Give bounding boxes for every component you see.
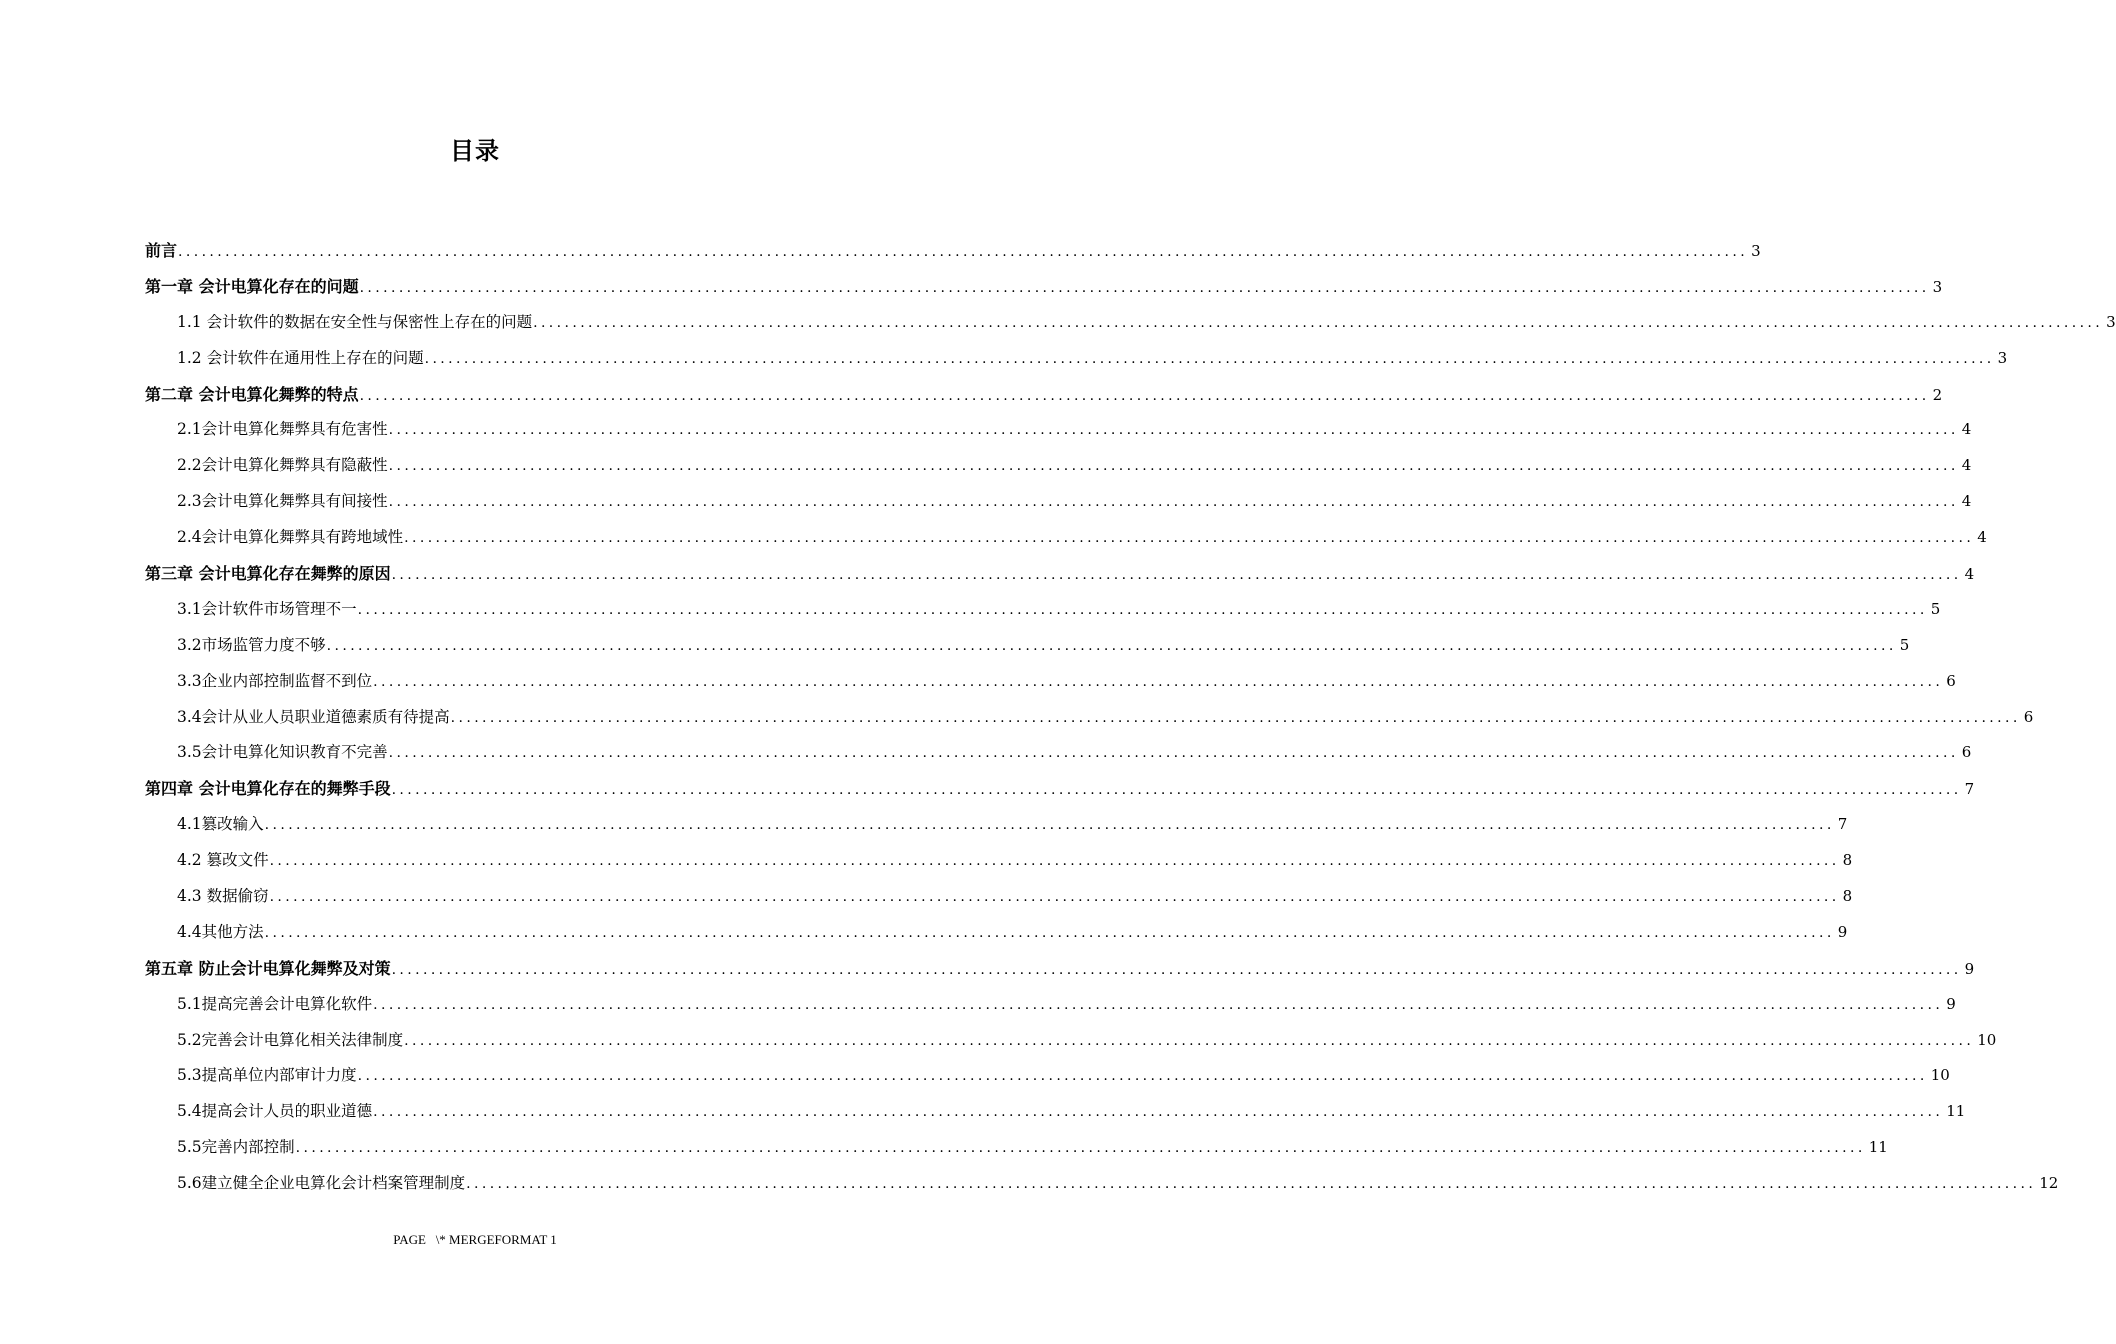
toc-section-entry[interactable]	[145, 700, 2034, 736]
toc-section-entry[interactable]	[145, 1130, 1888, 1166]
toc-dot-leader: ........................................................................................................................................................................................................	[404, 1032, 1975, 1049]
toc-page-number: 8	[1842, 851, 1853, 870]
toc-chapter-entry[interactable]	[145, 556, 1975, 592]
toc-page-number: 4	[1977, 528, 1987, 547]
toc-page-number: 4	[1961, 420, 1972, 439]
toc-section-entry[interactable]	[145, 987, 1956, 1023]
toc-section-entry[interactable]	[145, 484, 1972, 520]
page-title: 目录	[450, 137, 500, 165]
toc-entry-label: 1.1 会计软件的数据在安全性与保密性上存在的问题	[177, 312, 533, 331]
toc-page-number: 8	[1842, 887, 1853, 906]
toc-dot-leader: ........................................................................................................................................................................................................	[388, 422, 1959, 439]
toc-entry-label: 3.1会计软件市场管理不一	[177, 599, 357, 618]
toc-dot-leader: ........................................................................................................................................................................................................	[359, 387, 1930, 404]
toc-page-number: 3	[1751, 242, 1761, 260]
toc-page-number: 6	[1946, 671, 1956, 690]
toc-section-entry[interactable]	[145, 843, 1853, 879]
toc-entry-label: 5.6建立健全企业电算化会计档案管理制度	[177, 1174, 466, 1193]
toc-page-number: 11	[1868, 1138, 1888, 1157]
toc-section-entry[interactable]	[145, 341, 2008, 377]
toc-section-entry[interactable]	[145, 448, 1972, 484]
toc-chapter-entry[interactable]	[145, 233, 1761, 269]
toc-dot-leader: ........................................................................................................................................................................................................	[391, 961, 1962, 978]
toc-entry-label: 3.2市场监管力度不够	[177, 635, 326, 654]
toc-page-number: 10	[1930, 1066, 1950, 1085]
toc-dot-leader: ........................................................................................................................................................................................................	[373, 1104, 1944, 1121]
toc-section-entry[interactable]	[145, 305, 2116, 341]
toc-section-entry[interactable]	[145, 1166, 2059, 1202]
toc-page-number: 5	[1899, 635, 1910, 654]
toc-page-number: 7	[1837, 815, 1848, 834]
toc-dot-leader: ........................................................................................................................................................................................................	[178, 244, 1749, 260]
toc-entry-label: 2.3会计电算化舞弊具有间接性	[177, 492, 388, 511]
toc-page-number: 2	[1932, 385, 1943, 404]
toc-page-number: 3	[2106, 312, 2116, 331]
toc-entry-label: 前言	[145, 241, 178, 260]
toc-section-entry[interactable]	[145, 412, 1972, 448]
toc-chapter-entry[interactable]	[145, 377, 1943, 413]
toc-page-number: 6	[2023, 707, 2034, 726]
toc-section-entry[interactable]	[145, 807, 1848, 843]
toc-entry-label: 第一章 会计电算化存在的问题	[145, 276, 359, 296]
toc-entry-label: 2.1会计电算化舞弊具有危害性	[177, 420, 388, 439]
toc-dot-leader: ........................................................................................................................................................................................................	[269, 853, 1840, 870]
toc-page-number: 11	[1946, 1102, 1966, 1121]
toc-entry-label: 1.2 会计软件在通用性上存在的问题	[177, 348, 424, 367]
toc-entry-label: 3.5会计电算化知识教育不完善	[177, 743, 388, 762]
toc-chapter-entry[interactable]	[145, 771, 1975, 807]
toc-section-entry[interactable]	[145, 1023, 1997, 1059]
toc-dot-leader: ........................................................................................................................................................................................................	[264, 924, 1835, 941]
toc-dot-leader: ........................................................................................................................................................................................................	[424, 350, 1995, 367]
toc-entry-label: 5.5完善内部控制	[177, 1138, 295, 1157]
toc-section-entry[interactable]	[145, 664, 1956, 700]
toc-page-number: 4	[1964, 565, 1975, 584]
toc-page-number: 4	[1961, 456, 1972, 475]
toc-dot-leader: ........................................................................................................................................................................................................	[466, 1176, 2037, 1193]
toc-entry-label: 第五章 防止会计电算化舞弊及对策	[145, 958, 391, 978]
toc-section-entry[interactable]	[145, 735, 1972, 771]
toc-entry-label: 4.4其他方法	[177, 922, 264, 941]
toc-chapter-entry[interactable]	[145, 269, 1943, 305]
toc-dot-leader: ........................................................................................................................................................................................................	[533, 314, 2104, 331]
toc-entry-label: 第三章 会计电算化存在舞弊的原因	[145, 564, 391, 584]
toc-dot-leader: ........................................................................................................................................................................................................	[373, 673, 1944, 690]
toc-section-entry[interactable]	[145, 1058, 1950, 1094]
toc-section-entry[interactable]	[145, 1094, 1966, 1130]
toc-entry-label: 5.2完善会计电算化相关法律制度	[177, 1030, 404, 1049]
toc-dot-leader: ........................................................................................................................................................................................................	[388, 494, 1959, 511]
toc-section-entry[interactable]	[145, 628, 1910, 664]
toc-entry-label: 3.3企业内部控制监督不到位	[177, 671, 373, 690]
toc-dot-leader: ........................................................................................................................................................................................................	[357, 1068, 1928, 1085]
toc-page-number: 5	[1930, 599, 1941, 618]
toc-page-number: 9	[1837, 922, 1848, 941]
toc-section-entry[interactable]	[145, 915, 1848, 951]
toc-dot-leader: ........................................................................................................................................................................................................	[373, 996, 1944, 1013]
toc-page-number: 9	[1946, 994, 1956, 1013]
toc-dot-leader: ........................................................................................................................................................................................................	[388, 745, 1959, 762]
toc-dot-leader: ........................................................................................................................................................................................................	[391, 567, 1962, 584]
toc-entry-label: 3.4会计从业人员职业道德素质有待提高	[177, 707, 450, 726]
toc-entry-label: 4.2 篡改文件	[177, 851, 269, 870]
toc-chapter-entry[interactable]	[145, 951, 1975, 987]
page-footer: PAGE \* MERGEFORMAT 1	[393, 1232, 557, 1247]
toc-page-number: 12	[2039, 1174, 2059, 1193]
toc-entry-label: 4.3 数据偷窃	[177, 887, 269, 906]
toc-page-number: 4	[1961, 492, 1972, 511]
toc-dot-leader: ........................................................................................................................................................................................................	[326, 637, 1897, 654]
toc-dot-leader: ........................................................................................................................................................................................................	[388, 458, 1959, 475]
toc-page-number: 10	[1977, 1030, 1997, 1049]
toc-entry-label: 第二章 会计电算化舞弊的特点	[145, 384, 359, 404]
toc-section-entry[interactable]	[145, 520, 1987, 556]
toc-entry-label: 第四章 会计电算化存在的舞弊手段	[145, 779, 391, 799]
toc-dot-leader: ........................................................................................................................................................................................................	[264, 817, 1835, 834]
toc-dot-leader: ........................................................................................................................................................................................................	[404, 530, 1975, 547]
toc-page-number: 3	[1932, 277, 1943, 296]
toc-page-number: 7	[1964, 780, 1975, 799]
toc-section-entry[interactable]	[145, 879, 1853, 915]
toc-dot-leader: ........................................................................................................................................................................................................	[357, 601, 1928, 618]
toc-entry-label: 4.1篡改输入	[177, 815, 264, 834]
toc-dot-leader: ........................................................................................................................................................................................................	[295, 1140, 1866, 1157]
toc-section-entry[interactable]	[145, 592, 1941, 628]
toc-entry-label: 5.3提高单位内部审计力度	[177, 1066, 357, 1085]
toc-dot-leader: ........................................................................................................................................................................................................	[391, 782, 1962, 799]
toc-page-number: 9	[1964, 959, 1975, 978]
table-of-contents	[145, 233, 2116, 1202]
toc-page-number: 6	[1961, 743, 1972, 762]
toc-entry-label: 5.1提高完善会计电算化软件	[177, 994, 373, 1013]
toc-dot-leader: ........................................................................................................................................................................................................	[359, 279, 1930, 296]
toc-page-number: 3	[1997, 348, 2008, 367]
toc-entry-label: 5.4提高会计人员的职业道德	[177, 1102, 373, 1121]
toc-dot-leader: ........................................................................................................................................................................................................	[450, 709, 2021, 726]
toc-dot-leader: ........................................................................................................................................................................................................	[269, 889, 1840, 906]
toc-entry-label: 2.2会计电算化舞弊具有隐蔽性	[177, 456, 388, 475]
toc-entry-label: 2.4会计电算化舞弊具有跨地域性	[177, 528, 404, 547]
